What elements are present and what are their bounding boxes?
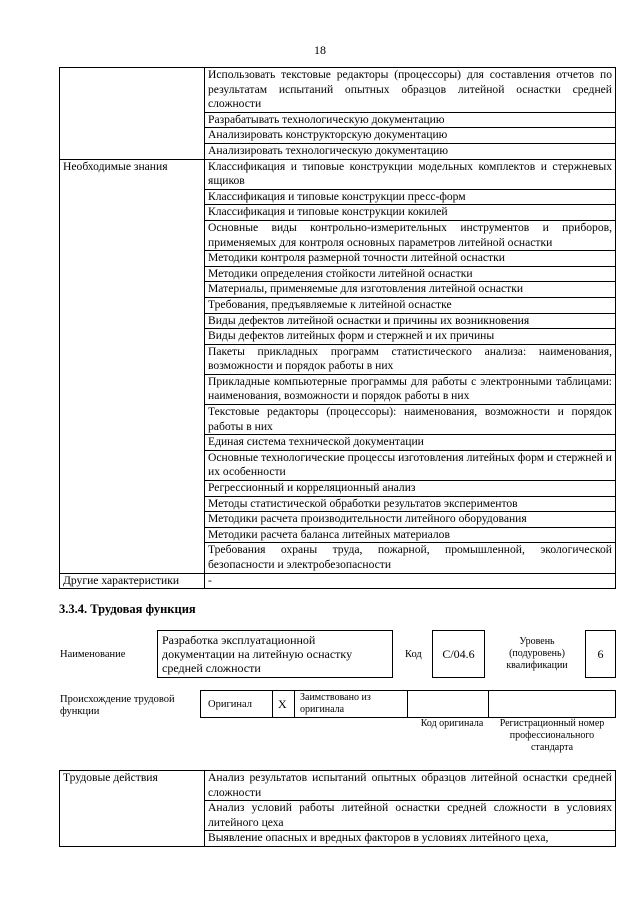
knowledge-cell: Основные технологические процессы изготовления литейных форм и стержней и их особенности: [205, 450, 616, 480]
other-value: -: [205, 573, 616, 589]
knowledge-cell: Методики расчета производительности литейного оборудования: [205, 512, 616, 528]
name-value-box: Разработка эксплуатационной документации на литейную оснастку средней сложности: [157, 630, 393, 678]
knowledge-cell: Пакеты прикладных программ статистического анализа: наименования, возможности и порядок работы в них: [205, 344, 616, 374]
action-cell: Выявление опасных и вредных факторов в условиях литейного цеха,: [205, 831, 616, 847]
knowledge-cell: Классификация и типовые конструкции кокилей: [205, 205, 616, 221]
knowledge-cell: Основные виды контрольно-измерительных инструментов и приборов, применяемых для контроля основных параметров литейной оснастки: [205, 220, 616, 250]
reg-number-box: [488, 690, 616, 718]
table-row: [60, 573, 616, 589]
other-label: Другие характеристики: [60, 573, 205, 589]
borrowed-label: Заимствовано из оригинала: [300, 692, 371, 715]
actions-label: Трудовые действия: [60, 771, 205, 847]
empty-label-cell: [60, 68, 205, 160]
reg-number-label: Регистрационный номер профессионального стандарта: [499, 718, 605, 753]
knowledge-cell: Регрессионный и корреляционный анализ: [205, 481, 616, 497]
original-mark: X: [278, 697, 287, 711]
table-row: [60, 771, 616, 801]
knowledge-cell: Требования, предъявляемые к литейной оснастке: [205, 297, 616, 313]
knowledge-cell: Текстовые редакторы (процессоры): наименования, возможности и порядок работы в них: [205, 405, 616, 435]
skill-cell: Анализировать технологическую документацию: [205, 143, 616, 159]
origin-label: Происхождение трудовой функции: [60, 694, 175, 717]
knowledge-cell: Классификация и типовые конструкции модельных комплектов и стержневых ящиков: [205, 159, 616, 189]
action-cell: Анализ результатов испытаний опытных образцов литейной оснастки средней сложности: [205, 771, 616, 801]
requirements-table: [59, 67, 616, 589]
level-label: Уровень (подуровень) квалификации: [506, 636, 568, 671]
knowledge-cell: Классификация и типовые конструкции пресс-форм: [205, 189, 616, 205]
page-number: 18: [314, 43, 326, 57]
knowledge-cell: Методы статистической обработки результатов экспериментов: [205, 496, 616, 512]
knowledge-cell: Методики контроля размерной точности литейной оснастки: [205, 251, 616, 267]
table-row: [60, 68, 616, 113]
knowledge-cell: Материалы, применяемые для изготовления литейной оснастки: [205, 282, 616, 298]
original-label: Оригинал: [208, 699, 252, 710]
code-label: Код: [405, 649, 422, 660]
knowledge-cell: Требования охраны труда, пожарной, промышленной, экологической безопасности и электробезопасности: [205, 543, 616, 573]
section-title: 3.3.4. Трудовая функция: [59, 602, 196, 616]
knowledge-label: Необходимые знания: [60, 159, 205, 573]
knowledge-cell: Виды дефектов литейных форм и стержней и их причины: [205, 329, 616, 345]
table-row: [60, 159, 616, 189]
actions-table: [59, 770, 616, 847]
code-original-box: [407, 690, 489, 718]
knowledge-cell: Методики расчета баланса литейных материалов: [205, 527, 616, 543]
skill-cell: Использовать текстовые редакторы (процессоры) для составления отчетов по результатам испытаний опытных образцов литейной оснастки средней сложности: [205, 68, 616, 113]
name-label: Наименование: [60, 649, 126, 660]
code-value-box: С/04.6: [432, 630, 485, 678]
knowledge-cell: Прикладные компьютерные программы для работы с электронными таблицами: наименования, возможности и порядок работы в них: [205, 374, 616, 404]
skill-cell: Анализировать конструкторскую документацию: [205, 128, 616, 144]
skill-cell: Разрабатывать технологическую документацию: [205, 112, 616, 128]
action-cell: Анализ условий работы литейной оснастки средней сложности в условиях литейного цеха: [205, 801, 616, 831]
code-original-label: Код оригинала: [420, 718, 484, 729]
knowledge-cell: Методики определения стойкости литейной оснастки: [205, 266, 616, 282]
divider: [272, 690, 273, 718]
knowledge-cell: Единая система технической документации: [205, 435, 616, 451]
level-value-box: 6: [585, 630, 616, 678]
knowledge-cell: Виды дефектов литейной оснастки и причины их возникновения: [205, 313, 616, 329]
